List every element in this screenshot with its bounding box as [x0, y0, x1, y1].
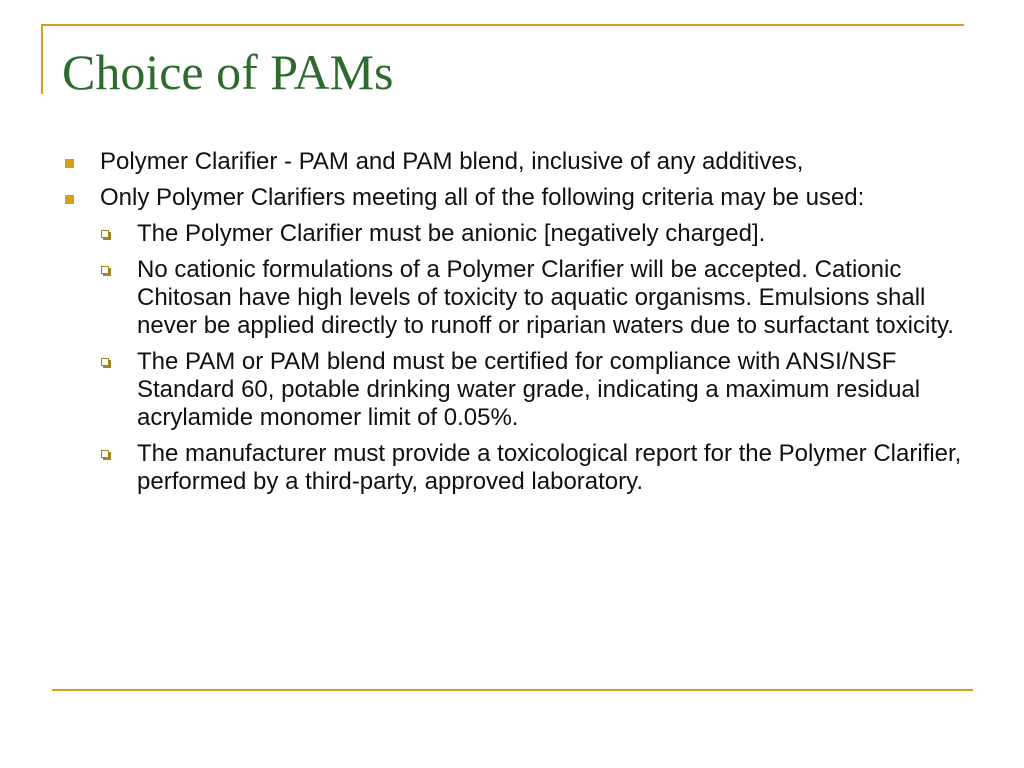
bottom-rule	[52, 689, 973, 691]
sub-bullet-text: The PAM or PAM blend must be certified for compliance with ANSI/NSF Standard 60, potable drinking water grade, indicating a maximum residual acrylamide monomer limit of 0.05%.	[137, 348, 921, 431]
sub-bullet-item	[100, 440, 964, 496]
bullet-item	[64, 184, 964, 212]
hollow-square-bullet-icon	[101, 358, 109, 366]
bullet-list	[64, 148, 964, 212]
sub-bullet-item	[100, 256, 964, 340]
sub-bullet-text: The Polymer Clarifier must be anionic [negatively charged].	[137, 220, 766, 247]
hollow-square-bullet-icon	[101, 450, 109, 458]
bullet-text: Only Polymer Clarifiers meeting all of the following criteria may be used:	[100, 184, 865, 211]
slide-body	[64, 148, 964, 504]
bullet-text: Polymer Clarifier - PAM and PAM blend, inclusive of any additives,	[100, 148, 804, 175]
sub-bullet-item	[100, 220, 964, 248]
left-rule	[41, 24, 43, 94]
sub-bullet-text: No cationic formulations of a Polymer Clarifier will be accepted. Cationic Chitosan have high levels of toxicity to aquatic organisms. Emulsions shall never be applied directly to runoff or riparian waters due to surfactant toxicity.	[137, 256, 954, 339]
sub-bullet-item	[100, 348, 964, 432]
top-rule	[41, 24, 964, 26]
sub-bullet-list	[100, 220, 964, 496]
bullet-item	[64, 148, 964, 176]
square-bullet-icon	[65, 159, 74, 168]
hollow-square-bullet-icon	[101, 266, 109, 274]
sub-bullet-text: The manufacturer must provide a toxicological report for the Polymer Clarifier, performed by a third-party, approved laboratory.	[137, 440, 962, 495]
square-bullet-icon	[65, 195, 74, 204]
slide-title: Choice of PAMs	[62, 44, 394, 100]
sub-bullet-container	[100, 220, 964, 496]
hollow-square-bullet-icon	[101, 230, 109, 238]
